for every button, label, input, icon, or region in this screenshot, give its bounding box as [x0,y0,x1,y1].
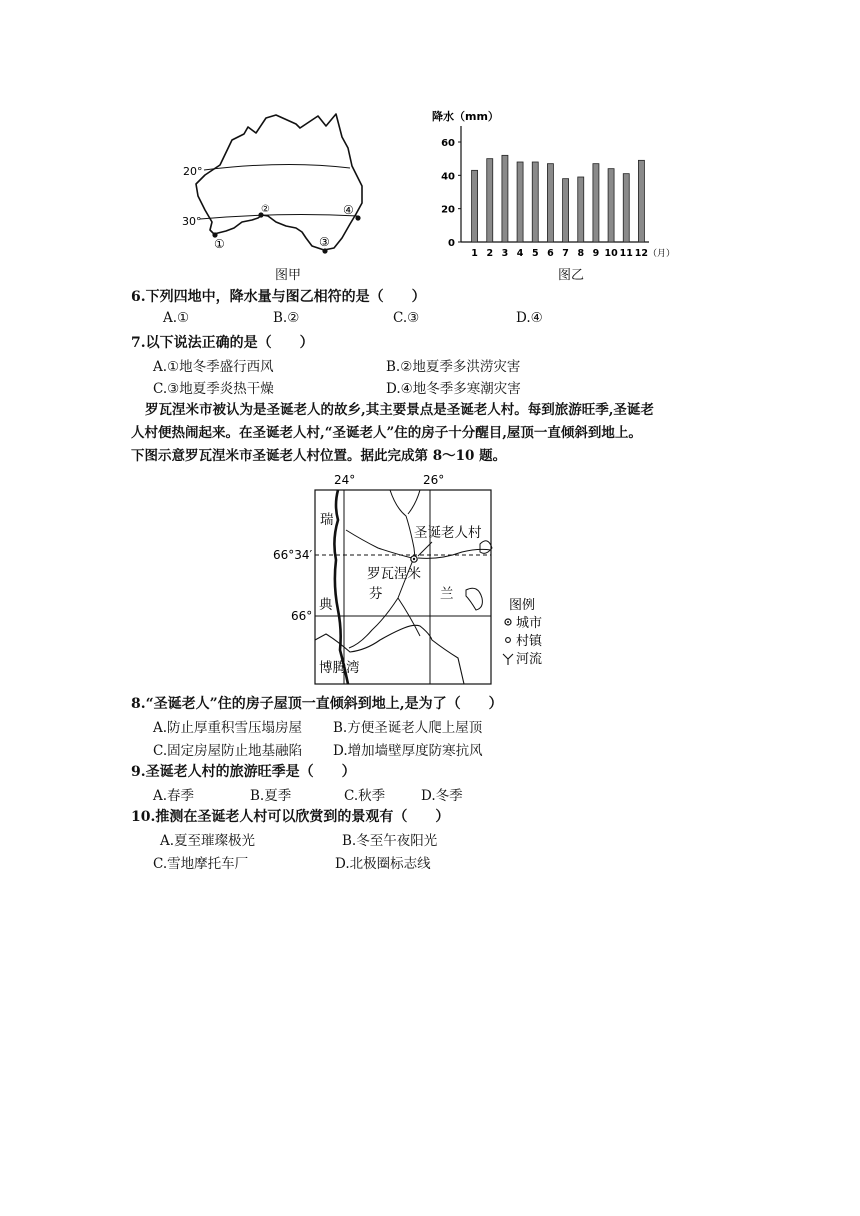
river-southeast [398,598,420,636]
bar-month-6 [547,164,553,242]
q6-option-c[interactable]: C.③ [393,310,420,326]
x-tick-label: 7 [562,248,569,259]
lake-east [466,588,482,610]
bar-month-4 [517,162,523,242]
x-tick-label: 10 [604,248,618,259]
point-2-label: ② [261,204,270,215]
x-tick-label: 11 [619,248,633,259]
fig-jia-caption: 图甲 [275,268,302,283]
point-4-label: ④ [343,203,354,217]
point-1-label: ① [214,237,225,251]
x-tick-label: 8 [577,248,585,259]
q10-option-d[interactable]: D.北极圈标志线 [335,856,431,872]
bar-month-8 [578,177,584,242]
bar-month-7 [563,179,569,242]
passage [131,399,771,468]
x-tick-label: 2 [486,248,494,259]
finland-label-2: 兰 [440,586,454,602]
q9-stem: 9.圣诞老人村的旅游旺季是（ ） [131,764,356,780]
q8-option-b[interactable]: B.方便圣诞老人爬上屋顶 [333,720,483,736]
x-tick-label: 3 [501,248,509,259]
y-tick-label: 20 [441,204,455,216]
q7-option-a[interactable]: A.①地冬季盛行西风 [153,359,274,375]
bar-month-5 [532,162,538,242]
lon-24-label: 24° [334,473,356,487]
x-tick-label: 4 [516,248,524,259]
chart-xlabel: （月） [648,249,676,259]
q6-option-b[interactable]: B.② [273,310,300,326]
q7-stem: 7.以下说法正确的是（ ） [131,335,314,351]
q9-option-d[interactable]: D.冬季 [421,788,463,804]
bar-month-10 [608,169,614,242]
australia-outline [196,114,362,250]
bar-month-2 [487,159,493,242]
bar-month-1 [472,170,478,242]
q9-option-c[interactable]: C.秋季 [344,788,386,804]
border-river [334,490,348,684]
q6-option-d[interactable]: D.④ [516,310,543,326]
lat-6634-label: 66°34′ [273,548,313,562]
y-tick-label: 40 [441,171,455,183]
river-north [390,490,415,558]
q10-option-c[interactable]: C.雪地摩托车厂 [153,856,249,872]
q6-stem: 6.下列四地中，降水量与图乙相符的是（ ） [131,289,426,305]
x-tick-label: 9 [592,248,600,259]
point-3-label: ③ [319,235,330,249]
australia-map [180,108,380,258]
q8-option-c[interactable]: C.固定房屋防止地基融陷 [153,743,303,759]
legend-town-icon [506,638,511,643]
x-tick-label: 5 [531,248,539,259]
river-northeast [408,490,420,514]
q7-option-b[interactable]: B.②地夏季多洪涝灾害 [386,359,521,375]
q10-stem: 10.推测在圣诞老人村可以欣赏到的景观有（ ） [131,809,450,825]
q7-option-d[interactable]: D.④地冬季多寒潮灾害 [386,381,521,397]
passage-line-3: 下图示意罗瓦涅米市圣诞老人村位置。据此完成第 8～10 题。 [131,448,507,464]
chart-ylabel: 降水（mm） [432,110,499,123]
passage-line-2: 人村便热闹起来。在圣诞老人村,“圣诞老人”住的房子十分醒目,屋顶一直倾斜到地上。 [131,425,642,441]
latitude-30-line [200,215,358,219]
rovaniemi-city-dot [413,558,415,560]
lat-66-label: 66° [291,609,313,623]
legend-river-icon [503,654,513,665]
x-tick-label: 1 [471,248,478,259]
legend-title: 图例 [509,598,536,613]
q7-option-c[interactable]: C.③地夏季炎热干燥 [153,381,274,397]
q10-option-a[interactable]: A.夏至璀璨极光 [160,833,256,849]
lat-20-label: 20° [183,165,203,178]
q6-option-a[interactable]: A.① [163,310,190,326]
legend-town-label: 村镇 [516,634,543,649]
lake-northeast [480,541,492,554]
precipitation-bar-chart [418,104,698,264]
lat-30-label: 30° [182,215,202,228]
rovaniemi-label: 罗瓦涅米 [367,566,421,582]
legend-river-label: 河流 [516,652,543,667]
latitude-20-line [204,164,350,170]
q8-stem: 8.“圣诞老人”住的房子屋顶一直倾斜到地上,是为了（ ） [131,696,503,712]
lon-26-label: 26° [423,473,445,487]
q9-option-a[interactable]: A.春季 [153,788,195,804]
x-tick-label: 12 [634,248,649,259]
sweden-label-2: 典 [319,597,333,613]
rovaniemi-map [270,470,560,686]
point-3-marker [322,248,327,253]
q9-option-b[interactable]: B.夏季 [250,788,292,804]
bar-month-3 [502,155,508,242]
legend-city-dot [507,621,509,623]
sweden-label-1: 瑞 [320,512,334,528]
bar-month-9 [593,164,599,242]
q10-option-b[interactable]: B.冬至午夜阳光 [342,833,438,849]
fig-yi-caption: 图乙 [558,268,585,283]
finland-label-1: 芬 [369,586,383,602]
river-west [346,530,412,558]
village-label: 圣诞老人村 [414,525,482,541]
y-tick-label: 60 [441,138,455,149]
q8-option-a[interactable]: A.防止厚重积雪压塌房屋 [153,720,303,736]
y-tick-label: 0 [448,238,455,249]
bar-month-12 [638,160,644,242]
q8-option-d[interactable]: D.增加墙壁厚度防寒抗风 [333,743,483,759]
gulf-label: 博腾湾 [319,660,360,676]
point-4-marker [355,215,360,220]
passage-line-1: 罗瓦涅米市被认为是圣诞老人的故乡,其主要景点是圣诞老人村。每到旅游旺季,圣诞老 [145,402,654,418]
legend-city-label: 城市 [516,616,543,631]
x-tick-label: 6 [547,248,554,259]
bar-month-11 [623,174,629,242]
